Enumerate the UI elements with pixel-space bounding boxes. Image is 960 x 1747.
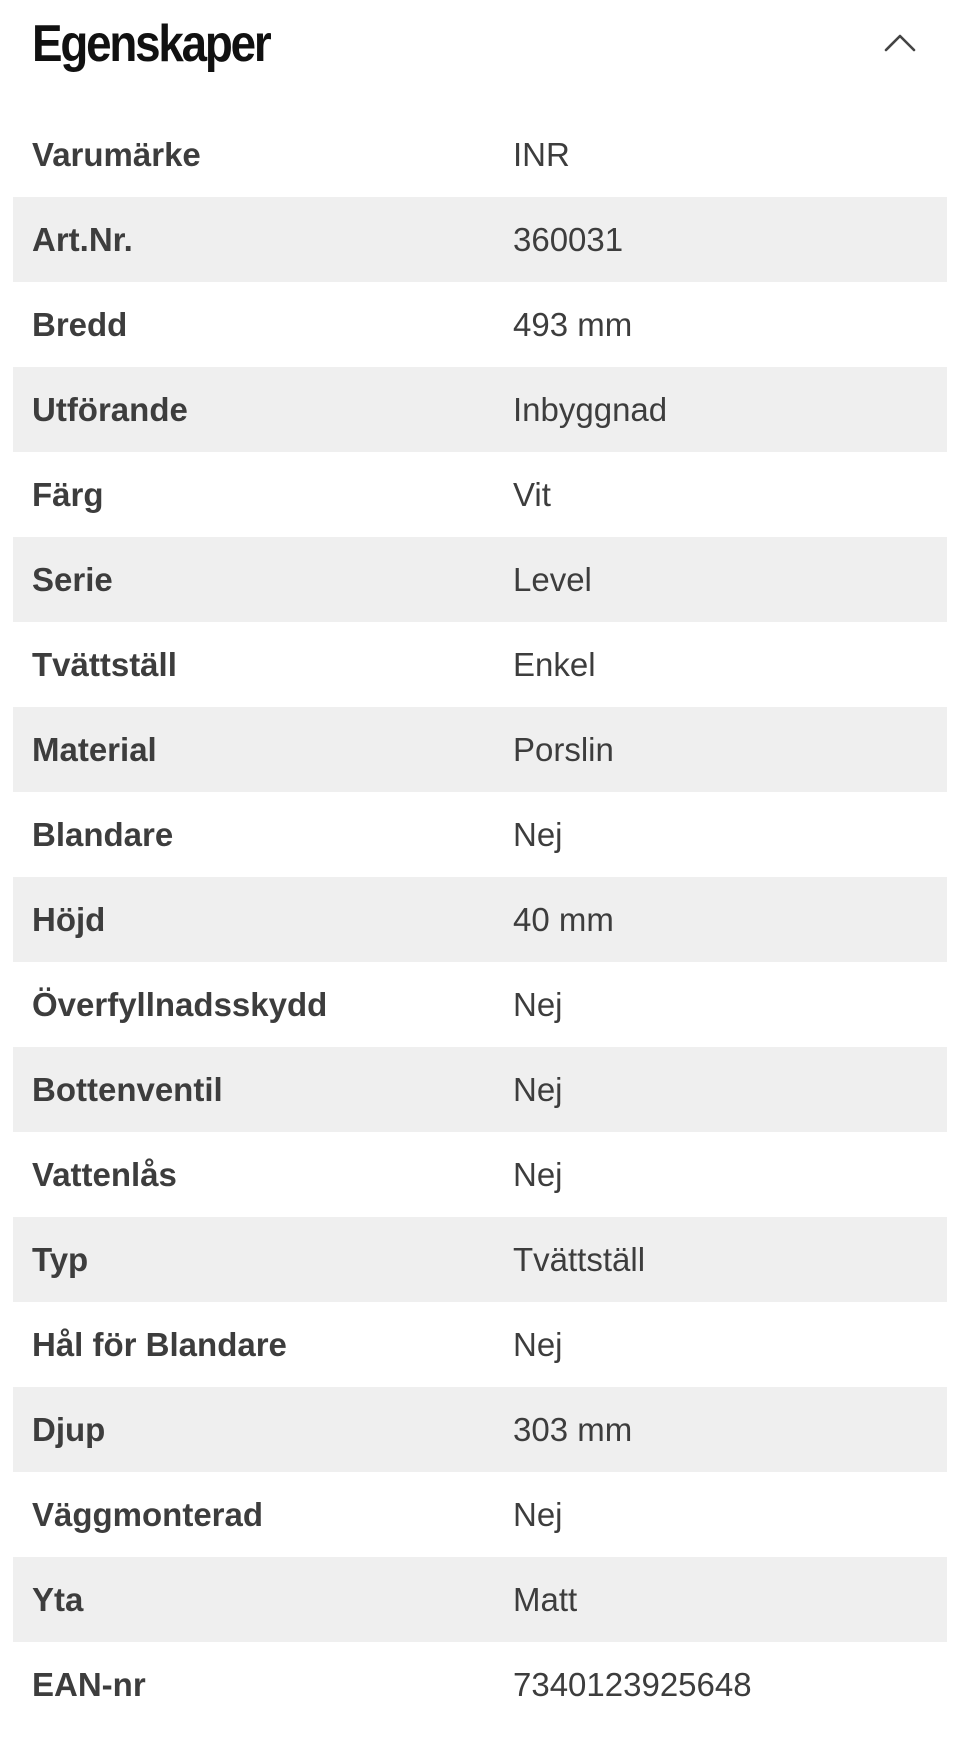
spec-label: Bredd <box>32 305 128 343</box>
spec-value: Nej <box>513 1495 563 1533</box>
spec-row <box>13 1472 947 1557</box>
spec-row <box>13 877 947 962</box>
spec-row <box>13 367 947 452</box>
spec-label: Färg <box>32 475 104 513</box>
collapse-button[interactable] <box>880 24 940 74</box>
section-title: Egenskaper <box>32 15 270 73</box>
spec-label: Blandare <box>32 815 174 853</box>
spec-row <box>13 537 947 622</box>
spec-row <box>13 622 947 707</box>
spec-row <box>13 452 947 537</box>
spec-row <box>13 1557 947 1642</box>
spec-label: Väggmonterad <box>32 1495 264 1533</box>
spec-label: Överfyllnadsskydd <box>32 985 328 1023</box>
spec-value: Level <box>513 560 592 598</box>
spec-row <box>13 1132 947 1217</box>
spec-label: Material <box>32 730 157 768</box>
spec-row <box>13 112 947 197</box>
spec-row <box>13 1642 947 1727</box>
spec-value: INR <box>513 135 570 173</box>
spec-value: Tvättställ <box>513 1240 646 1278</box>
chevron-up-icon <box>880 24 920 64</box>
spec-label: Serie <box>32 560 113 598</box>
spec-row <box>13 1217 947 1302</box>
spec-row <box>13 1047 947 1132</box>
spec-value: Nej <box>513 1325 563 1363</box>
spec-label: Yta <box>32 1580 84 1618</box>
spec-row <box>13 962 947 1047</box>
spec-value: Nej <box>513 1070 563 1108</box>
spec-label: Varumärke <box>32 135 201 173</box>
spec-label: Höjd <box>32 900 106 938</box>
spec-label: Utförande <box>32 390 188 428</box>
spec-value: Vit <box>513 475 551 513</box>
spec-value: Enkel <box>513 645 596 683</box>
section-header[interactable] <box>0 0 960 106</box>
spec-value: 40 mm <box>513 900 614 938</box>
spec-row <box>13 197 947 282</box>
spec-value: Porslin <box>513 730 614 768</box>
spec-value: 493 mm <box>513 305 633 343</box>
spec-label: Typ <box>32 1240 89 1278</box>
spec-row <box>13 1302 947 1387</box>
spec-value: Nej <box>513 815 563 853</box>
spec-label: Djup <box>32 1410 106 1448</box>
spec-label: Art.Nr. <box>32 220 133 258</box>
spec-label: Tvättställ <box>32 645 177 683</box>
spec-label: Hål för Blandare <box>32 1325 287 1363</box>
spec-label: EAN-nr <box>32 1665 146 1703</box>
spec-value: Nej <box>513 1155 563 1193</box>
spec-row <box>13 1387 947 1472</box>
spec-row <box>13 282 947 367</box>
spec-value: Inbyggnad <box>513 390 668 428</box>
spec-label: Bottenventil <box>32 1070 223 1108</box>
spec-row <box>13 792 947 877</box>
spec-value: 303 mm <box>513 1410 633 1448</box>
spec-value: 360031 <box>513 220 624 258</box>
spec-value: Nej <box>513 985 563 1023</box>
spec-table <box>13 112 947 1727</box>
spec-value: Matt <box>513 1580 578 1618</box>
spec-row <box>13 707 947 792</box>
spec-label: Vattenlås <box>32 1155 177 1193</box>
spec-value: 7340123925648 <box>513 1665 752 1703</box>
